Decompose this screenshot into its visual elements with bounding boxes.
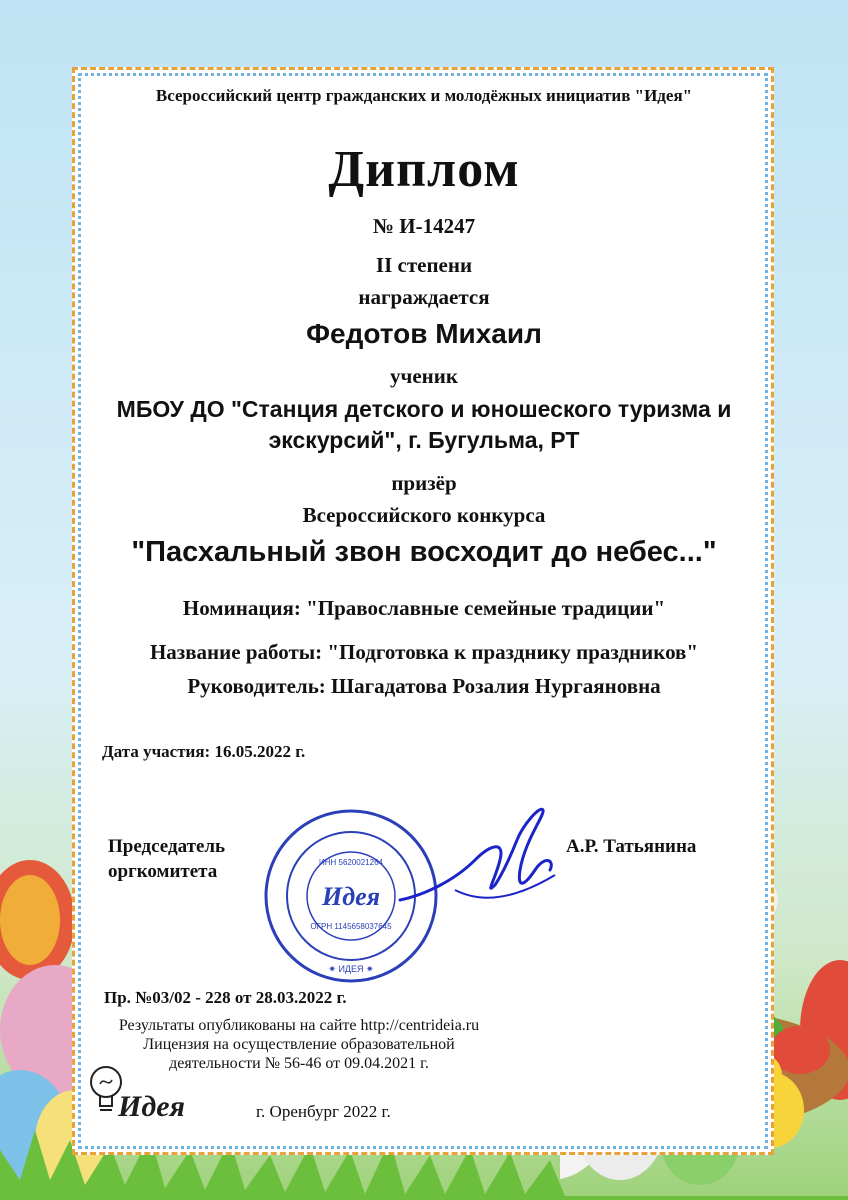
award-status: призёр — [391, 471, 457, 495]
publication-line-3: деятельности № 56-46 от 09.04.2021 г. — [169, 1055, 429, 1072]
awarded-label: награждается — [358, 285, 490, 309]
contest-title: "Пасхальный звон восходит до небес..." — [131, 536, 717, 568]
recipient-role: ученик — [390, 364, 458, 388]
logo-text: Идея — [118, 1090, 185, 1123]
stamp-ogrn: ОГРН 1145658037645 — [310, 922, 392, 931]
work-title: Название работы: "Подготовка к празднику праздников" — [149, 640, 699, 664]
protocol-number: Пр. №03/02 - 228 от 28.03.2022 г. — [104, 988, 347, 1007]
organization-name: Всероссийский центр гражданских и молодёжных инициатив "Идея" — [155, 86, 693, 105]
stamp-inn: ИНН 5620021264 — [318, 858, 384, 867]
diploma-degree: II степени — [375, 253, 473, 277]
participation-date: Дата участия: 16.05.2022 г. — [102, 742, 306, 761]
chair-title-line-1: Председатель — [108, 836, 226, 857]
contest-level: Всероссийского конкурса — [302, 503, 546, 527]
diploma-number: № И-14247 — [372, 214, 476, 238]
stamp-center-text: Идея — [321, 882, 381, 911]
nomination: Номинация: "Православные семейные традиции" — [182, 596, 666, 620]
publication-line-1: Результаты опубликованы на сайте http://centrideia.ru — [118, 1017, 480, 1034]
stamp-bottom-text: ✷ ИДЕЯ ✷ — [328, 964, 374, 974]
signer-name: А.Р. Татьянина — [566, 836, 697, 857]
school-line-1: МБОУ ДО "Станция детского и юношеского туризма и — [116, 396, 732, 422]
handwritten-signature — [395, 800, 565, 920]
supervisor: Руководитель: Шагадатова Розалия Нургаяновна — [187, 674, 661, 698]
document-title: Диплом — [328, 141, 520, 198]
publication-line-2: Лицензия на осуществление образовательной — [143, 1036, 455, 1053]
publication-info — [104, 1016, 494, 1073]
city-year: г. Оренбург 2022 г. — [256, 1102, 391, 1121]
school-line-2: экскурсий", г. Бугульма, РТ — [268, 427, 580, 453]
recipient-name: Федотов Михаил — [306, 318, 542, 349]
chair-title-line-2: оргкомитета — [108, 861, 218, 882]
